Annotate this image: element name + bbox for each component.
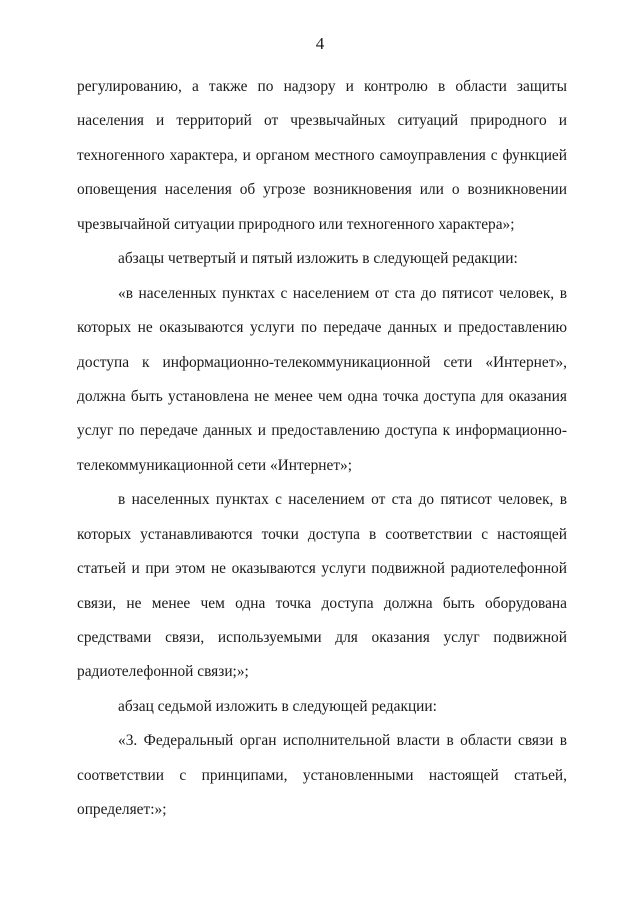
text-line: «3. Федеральный орган исполнительной власти в области связи в — [118, 732, 567, 750]
text-line: соответствии с принципами, установленными настоящей статьей, — [77, 766, 567, 784]
text-line: определяет:»; — [77, 801, 167, 819]
text-line: доступа к информационно-телекоммуникационной сети «Интернет», — [77, 353, 567, 371]
text-line: регулированию, а также по надзору и контролю в области защиты — [77, 78, 567, 95]
text-line: техногенного характера, и органом местного самоуправления с функцией — [77, 146, 567, 164]
text-line: связи, не менее чем одна точка доступа должна быть оборудована — [77, 594, 567, 612]
text-line: статьей и при этом не оказываются услуги подвижной радиотелефонной — [77, 560, 567, 578]
page-number: 4 — [315, 34, 325, 53]
text-line: чрезвычайной ситуации природного или техногенного характера»; — [77, 215, 515, 233]
text-line: которых не оказываются услуги по передаче данных и предоставлению — [77, 319, 567, 337]
text-line: в населенных пунктах с населением от ста до пятисот человек, в — [118, 491, 567, 509]
text-line: телекоммуникационной сети «Интернет»; — [77, 456, 353, 474]
text-line: средствами связи, используемыми для оказания услуг подвижной — [77, 629, 567, 646]
text-line: радиотелефонной связи;»; — [77, 663, 249, 681]
text-line: «в населенных пунктах с населением от ста до пятисот человек, в — [118, 284, 567, 302]
text-line: населения и территорий от чрезвычайных ситуаций природного и — [77, 112, 567, 130]
document-body — [77, 70, 567, 828]
text-line: абзацы четвертый и пятый изложить в следующей редакции: — [118, 250, 518, 268]
text-line: услуг по передаче данных и предоставлению доступа к информационно- — [77, 422, 567, 440]
text-line: абзац седьмой изложить в следующей редакции: — [118, 697, 437, 715]
text-line: оповещения населения об угрозе возникновения или о возникновении — [77, 181, 567, 199]
text-line: должна быть установлена не менее чем одна точка доступа для оказания — [77, 387, 567, 405]
text-line: которых устанавливаются точки доступа в соответствии с настоящей — [77, 525, 567, 543]
